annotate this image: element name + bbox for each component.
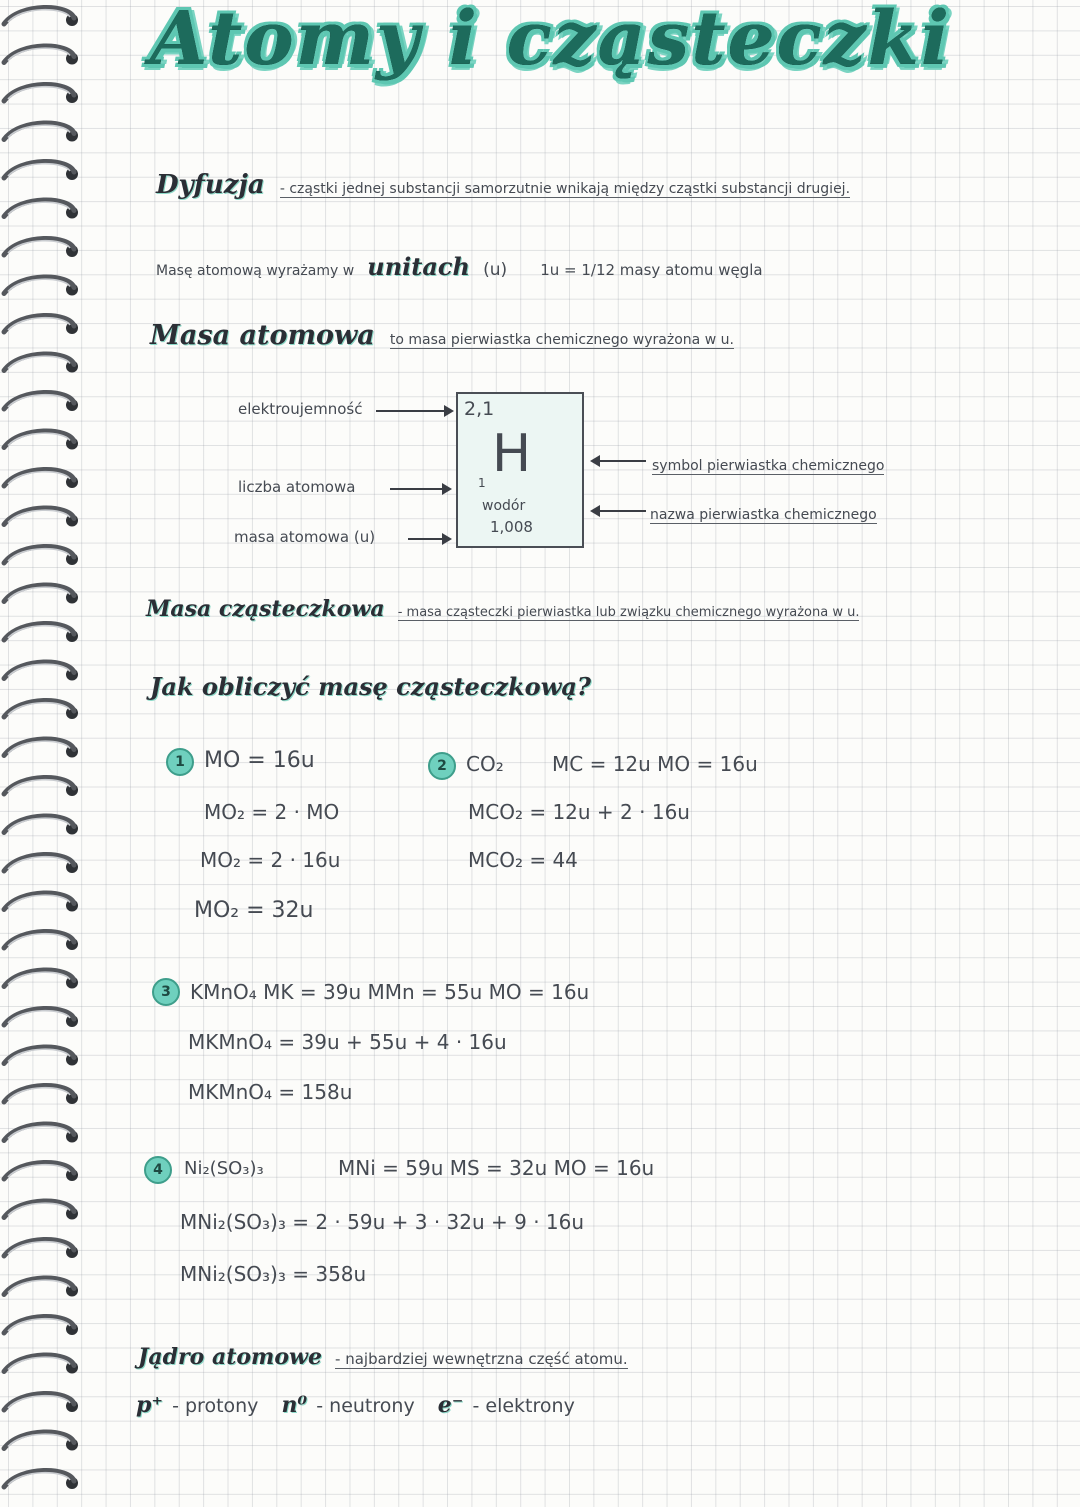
example-1-number: 1 <box>166 748 194 776</box>
element-card-hydrogen <box>456 392 584 548</box>
diffusion-definition: - cząstki jednej substancji samorzutnie wnikają między cząstki substancji drugiej. <box>279 181 851 197</box>
atomic-mass-definition: to masa pierwiastka chemicznego wyrażona w u. <box>389 332 734 348</box>
example-4-line: MNi₂(SO₃)₃ = 358u <box>180 1262 367 1286</box>
nucleus-term: Jądro atomowe <box>138 1344 322 1370</box>
molecular-mass-term: Masa cząsteczkowa <box>146 596 385 622</box>
neutron-symbol: n⁰ <box>281 1392 308 1418</box>
atomic-mass-term: Masa atomowa <box>150 320 375 351</box>
example-2-given: MC = 12u MO = 16u <box>552 752 758 776</box>
question-heading: Jak obliczyć masę cząsteczkową? <box>150 672 591 701</box>
arrow-symbol <box>598 460 646 462</box>
element-name: wodór <box>482 498 526 514</box>
example-4-given: MNi = 59u MS = 32u MO = 16u <box>338 1156 655 1180</box>
electron-symbol: e⁻ <box>437 1392 464 1418</box>
arrow-atomic-number <box>390 488 444 490</box>
proton-symbol: p⁺ <box>136 1392 163 1418</box>
example-4-number: 4 <box>144 1156 172 1184</box>
arrow-electronegativity <box>376 410 446 412</box>
unit-row <box>156 252 763 281</box>
page-title: Atomy i cząsteczki <box>150 0 952 82</box>
example-1-line: MO₂ = 2 · MO <box>204 800 340 824</box>
atomic-number-label: liczba atomowa <box>238 478 356 496</box>
example-3-header: KMnO₄ MK = 39u MMn = 55u MO = 16u <box>190 980 590 1004</box>
unit-text: Masę atomową wyrażamy w <box>156 263 355 279</box>
atomic-mass-row <box>150 320 734 351</box>
example-1-line: MO = 16u <box>204 748 315 773</box>
example-2-line: MCO₂ = 12u + 2 · 16u <box>468 800 690 824</box>
example-2-number: 2 <box>428 752 456 780</box>
example-2-formula: CO₂ <box>466 752 504 776</box>
example-3-line: MKMnO₄ = 39u + 55u + 4 · 16u <box>188 1030 507 1054</box>
arrow-head-icon <box>442 533 452 545</box>
example-3-number: 3 <box>152 978 180 1006</box>
electronegativity-label: elektroujemność <box>238 400 363 418</box>
example-1-line: MO₂ = 2 · 16u <box>200 848 341 872</box>
atomic-mass-label: masa atomowa (u) <box>234 528 376 546</box>
atomic-number-value: 1 <box>478 476 486 490</box>
element-mass: 1,008 <box>490 518 533 536</box>
electronegativity-value: 2,1 <box>464 398 495 420</box>
molecular-mass-definition: - masa cząsteczki pierwiastka lub związku chemicznego wyrażona w u. <box>397 605 860 620</box>
nucleus-definition: - najbardziej wewnętrzna część atomu. <box>335 1350 628 1368</box>
particles-row <box>136 1392 575 1418</box>
element-symbol: H <box>492 424 532 484</box>
proton-label: - protony <box>172 1395 259 1417</box>
molecular-mass-row <box>146 596 859 622</box>
unit-abbr: (u) <box>483 260 508 280</box>
arrow-head-icon <box>442 483 452 495</box>
unit-highlight: unitach <box>367 252 470 281</box>
example-2-line: MCO₂ = 44 <box>468 848 578 872</box>
arrow-atomic-mass <box>408 538 444 540</box>
example-3-line: MKMnO₄ = 158u <box>188 1080 353 1104</box>
spiral-binding <box>0 0 100 1507</box>
neutron-label: - neutrony <box>316 1395 415 1417</box>
diffusion-term: Dyfuzja <box>156 170 265 200</box>
example-4-formula: Ni₂(SO₃)₃ <box>184 1158 264 1179</box>
example-4-line: MNi₂(SO₃)₃ = 2 · 59u + 3 · 32u + 9 · 16u <box>180 1210 585 1234</box>
electron-label: - elektrony <box>472 1395 575 1417</box>
diffusion-row <box>156 170 850 200</box>
unit-definition: 1u = 1/12 masy atomu węgla <box>540 261 763 279</box>
symbol-label: symbol pierwiastka chemicznego <box>652 458 885 474</box>
name-label: nazwa pierwiastka chemicznego <box>650 507 877 523</box>
arrow-name <box>598 510 646 512</box>
nucleus-row <box>138 1344 628 1370</box>
example-1-line: MO₂ = 32u <box>194 898 314 923</box>
arrow-head-icon <box>444 405 454 417</box>
